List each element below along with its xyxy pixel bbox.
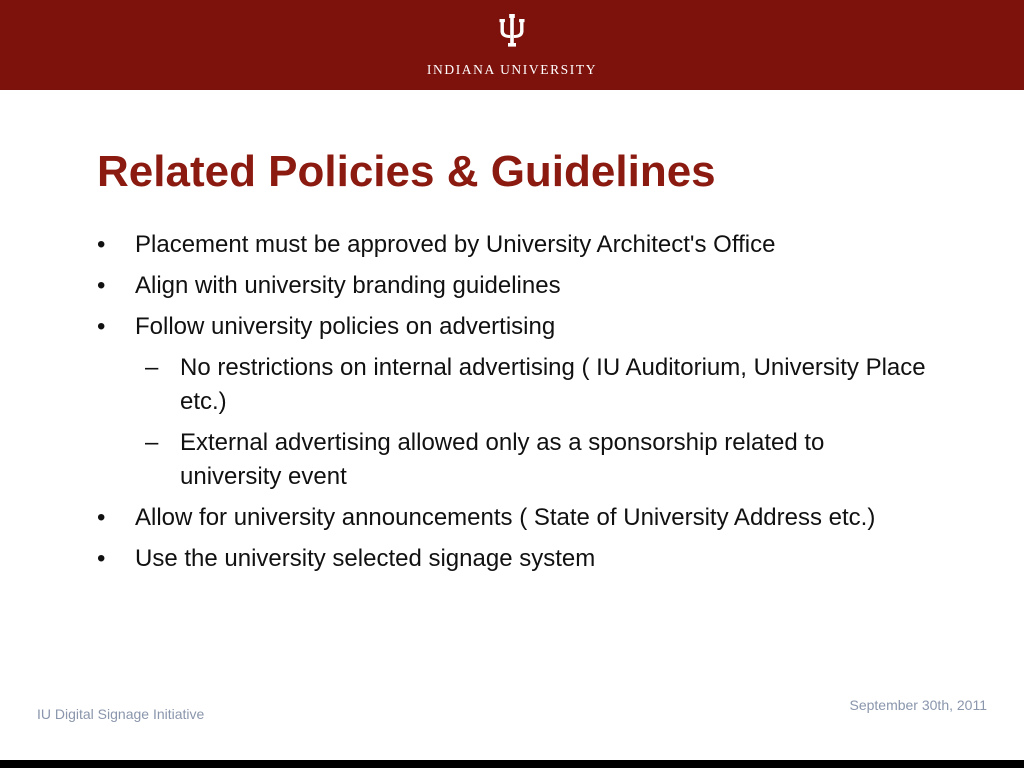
bullet-text: Allow for university announcements ( State of University Address etc.) <box>135 504 876 531</box>
university-wordmark: INDIANA UNIVERSITY <box>426 62 598 77</box>
bullet-item <box>97 501 927 535</box>
sub-bullet-text: No restrictions on internal advertising ( IU Auditorium, University Place etc.) <box>180 354 926 415</box>
bullet-marker: • <box>97 231 106 258</box>
bullet-item <box>97 269 927 303</box>
footer-date: September 30th, 2011 <box>849 697 987 713</box>
sub-bullet-text: External advertising allowed only as a sponsorship related to university event <box>180 429 825 490</box>
sub-bullet-item <box>135 351 927 419</box>
bullet-text: Align with university branding guidelines <box>135 272 561 299</box>
sub-bullet-list <box>135 351 927 494</box>
bullet-text: Use the university selected signage system <box>135 545 596 572</box>
sub-bullet-item <box>135 426 927 494</box>
bullet-item <box>97 228 927 262</box>
bullet-text: Placement must be approved by University Architect's Office <box>135 231 776 258</box>
bullet-text: Follow university policies on advertising <box>135 313 556 340</box>
bullet-marker: • <box>97 313 106 340</box>
trident-icon <box>497 14 527 50</box>
bullet-item <box>97 542 927 576</box>
bullet-marker: • <box>97 272 106 299</box>
footer-left-text: IU Digital Signage Initiative <box>37 706 205 722</box>
slide-title: Related Policies & Guidelines <box>97 147 716 196</box>
bottom-bar <box>0 760 1024 768</box>
bullet-marker: • <box>97 545 106 572</box>
bullet-item <box>97 310 927 494</box>
sub-bullet-marker: – <box>145 429 159 456</box>
sub-bullet-marker: – <box>145 354 159 381</box>
header-band <box>0 0 1024 90</box>
bullet-list <box>97 228 927 583</box>
bullet-marker: • <box>97 504 106 531</box>
